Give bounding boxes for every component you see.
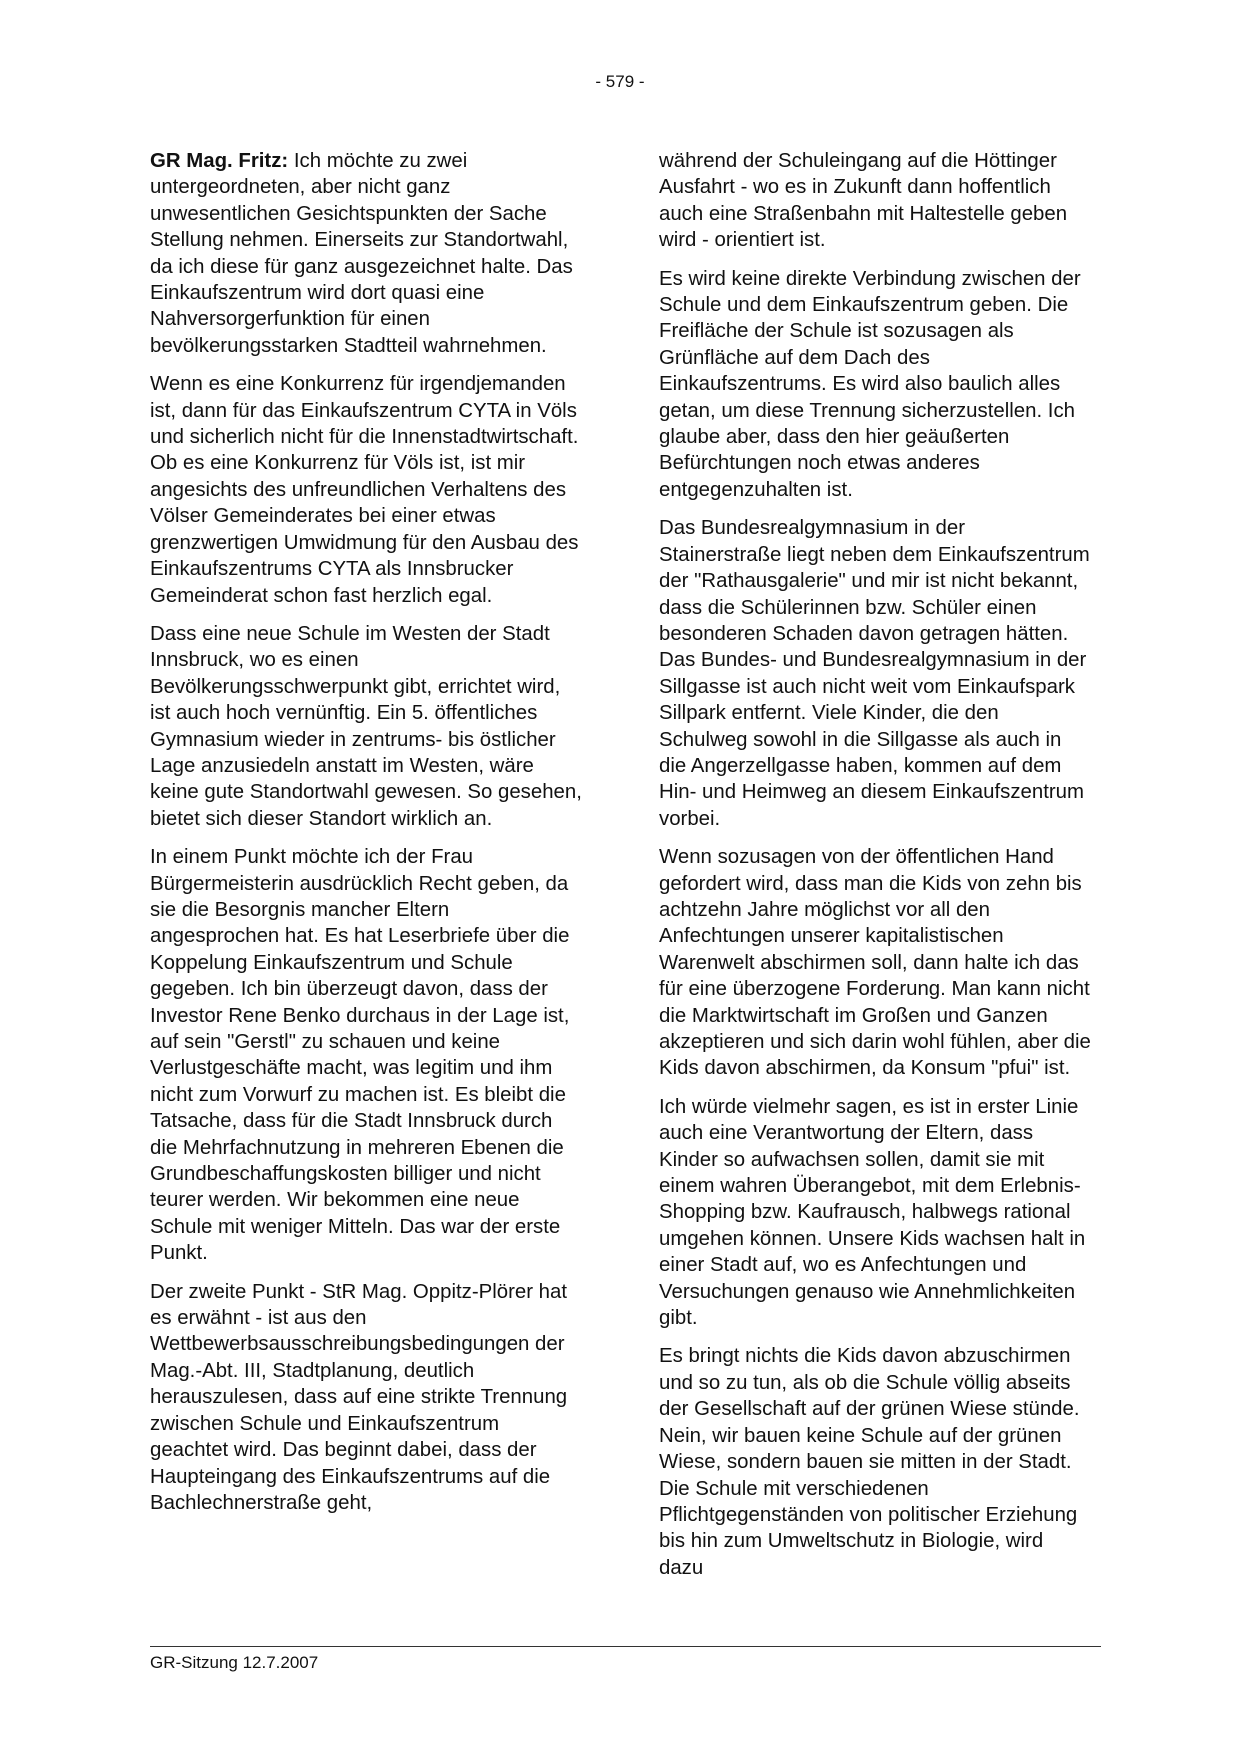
paragraph: Es bringt nichts die Kids davon abzuschirmen und so zu tun, als ob die Schule völlig abseits der Gesellschaft auf der grünen Wiese stünde. Nein, wir bauen keine Schule auf der grünen Wiese, sondern bauen sie mitten in der Stadt. Die Schule mit verschiedenen Pflichtgegenständen von politischer Erziehung bis hin zum Umweltschutz in Biologie, wird dazu — [659, 1345, 1080, 1579]
paragraph-text: Ich möchte zu zwei untergeordneten, aber nicht ganz unwesentlichen Gesichtspunkten der Sache Stellung nehmen. Einerseits zur Standortwahl, da ich diese für ganz ausgezeichnet halte. Das Einkaufszentrum wird dort quasi eine Nahversorgerfunktion für einen bevölkerungsstarken Stadtteil wahrnehmen. — [150, 150, 573, 357]
paragraph: Wenn es eine Konkurrenz für irgendjemanden ist, dann für das Einkaufszentrum CYTA in Völs und sicherlich nicht für die Innenstadtwirtschaft. Ob es eine Konkurrenz für Völs ist, ist mir angesichts des unfreundlichen Verhaltens des Völser Gemeinderates bei einer etwas grenzwertigen Umwidmung für den Ausbau des Einkaufszentrums CYTA als Innsbrucker Gemeinderat schon fast herzlich egal. — [150, 373, 579, 607]
paragraph: Dass eine neue Schule im Westen der Stadt Innsbruck, wo es einen Bevölkerungsschwerpunkt gibt, errichtet wird, ist auch hoch vernünftig. Ein 5. öffentliches Gymnasium wieder in zentrums- bis östlicher Lage anzusiedeln anstatt im Westen, wäre keine gute Standortwahl gewesen. So gesehen, bietet sich dieser Standort wirklich an. — [150, 622, 582, 830]
page-number: - 579 - — [595, 72, 645, 91]
paragraph: Der zweite Punkt - StR Mag. Oppitz-Plörer hat es erwähnt - ist aus den Wettbewerbsausschreibungsbedingungen der Mag.-Abt. III, Stadtplanung, deutlich herauszulesen, dass auf eine strikte Trennung zwischen Schule und Einkaufszentrum geachtet wird. Das beginnt dabei, dass der Haupteingang des Einkaufszentrums auf die Bachlechnerstraße geht, — [150, 1280, 568, 1514]
footer-session-label: GR-Sitzung 12.7.2007 — [150, 1653, 319, 1672]
speaker-name: GR Mag. Fritz: — [150, 150, 289, 172]
paragraph: Ich würde vielmehr sagen, es ist in erster Linie auch eine Verantwortung der Eltern, dass Kinder so aufwachsen sollen, damit sie mit einem wahren Überangebot, mit dem Erlebnis-Shopping bzw. Kaufrausch, halbwegs rational umgehen können. Unsere Kids wachsen halt in einer Stadt auf, wo es Anfechtungen und Versuchungen genauso wie Annehmlichkeiten gibt. — [659, 1095, 1086, 1330]
paragraph: Das Bundesrealgymnasium in der Stainerstraße liegt neben dem Einkaufszentrum der "Rathausgalerie" und mir ist nicht bekannt, dass die Schülerinnen bzw. Schüler einen besonderen Schaden davon getragen hätten. Das Bundes- und Bundesrealgymnasium in der Sillgasse ist auch nicht weit vom Einkaufspark Sillpark entfernt. Viele Kinder, die den Schulweg sowohl in die Sillgasse als auch in die Angerzellgasse haben, kommen auf dem Hin- und Heimweg an diesem Einkaufszentrum vorbei. — [659, 517, 1090, 830]
right-column — [659, 148, 1091, 1593]
left-column — [150, 148, 582, 1528]
footer-divider — [150, 1646, 1101, 1647]
paragraph: Es wird keine direkte Verbindung zwischen der Schule und dem Einkaufszentrum geben. Die Freifläche der Schule ist sozusagen als Grünfläche auf dem Dach des Einkaufszentrums. Es wird also baulich alles getan, um diese Trennung sicherzustellen. Ich glaube aber, dass den hier geäußerten Befürchtungen noch etwas anderes entgegenzuhalten ist. — [659, 267, 1081, 501]
paragraph: während der Schuleingang auf die Höttinger Ausfahrt - wo es in Zukunft dann hoffentlich auch eine Straßenbahn mit Haltestelle geben wird - orientiert ist. — [659, 150, 1068, 252]
paragraph: In einem Punkt möchte ich der Frau Bürgermeisterin ausdrücklich Recht geben, da sie die Besorgnis mancher Eltern angesprochen hat. Es hat Leserbriefe über die Koppelung Einkaufszentrum und Schule gegeben. Ich bin überzeugt davon, dass der Investor Rene Benko durchaus in der Lage ist, auf sein "Gerstl" zu schauen und keine Verlustgeschäfte macht, was legitim und ihm nicht zum Vorwurf zu machen ist. Es bleibt die Tatsache, dass für die Stadt Innsbruck durch die Mehrfachnutzung in mehreren Ebenen die Grundbeschaffungskosten billiger und nicht teurer werden. Wir bekommen eine neue Schule mit weniger Mitteln. Das war der erste Punkt. — [150, 846, 570, 1265]
paragraph: Wenn sozusagen von der öffentlichen Hand gefordert wird, dass man die Kids von zehn bis achtzehn Jahre möglichst vor all den Anfechtungen unserer kapitalistischen Warenwelt abschirmen soll, dann halte ich das für eine überzogene Forderung. Man kann nicht die Marktwirtschaft im Großen und Ganzen akzeptieren und sich darin wohl fühlen, aber die Kids davon abschirmen, da Konsum "pfui" ist. — [659, 846, 1091, 1080]
paragraph — [150, 148, 582, 359]
